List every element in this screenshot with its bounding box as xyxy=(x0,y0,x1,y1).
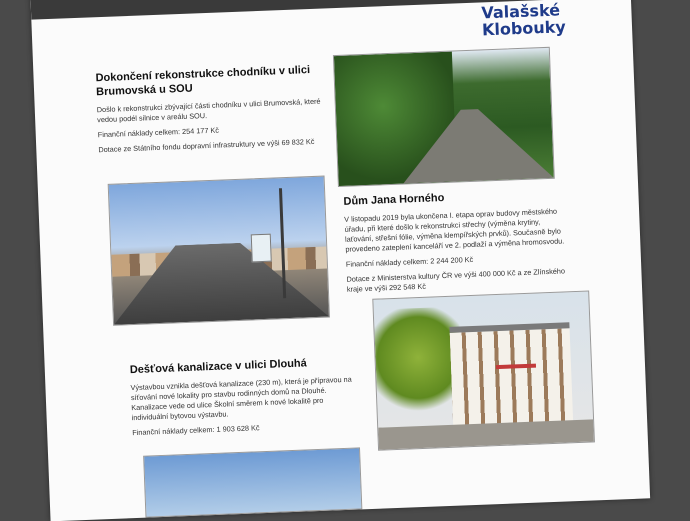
photo-tree xyxy=(374,306,463,419)
article-sidewalk-text: Došlo k rekonstrukci zbývající části chodníku v ulici Brumovská, které vedou podél silnice v areálu SOU. xyxy=(96,96,321,125)
article-house-cost: Finanční náklady celkem: 2 244 200 Kč xyxy=(345,254,474,269)
article-sidewalk-subsidy: Dotace ze Státního fondu dopravní infrastruktury ve výši 69 832 Kč xyxy=(98,136,315,155)
town-logo xyxy=(481,1,566,38)
article-house-subsidy: Dotace z Ministerstva kultury ČR ve výši 400 000 Kč a ze Zlínského kraje ve výši 292 548 Kč xyxy=(346,266,566,294)
article-sewer xyxy=(130,354,361,443)
article-house-text: V listopadu 2019 byla ukončena I. etapa oprav budovy městského úřadu, při které došlo k rekonstrukci střechy (výměna krytiny, laťování, střešní fólie, výměna klempířských prvků). Současně bylo provedeno zateplení kanceláří ve 2. podlaží a výměna hromosvodu. xyxy=(344,206,565,254)
article-house xyxy=(343,186,572,300)
article-sewer-title: Dešťová kanalizace v ulici Dlouhá xyxy=(129,357,308,377)
sewer-photo xyxy=(143,447,362,517)
cyclists-photo xyxy=(333,47,555,187)
article-sidewalk-title: Dokončení rekonstrukce chodníku v ulici Brumovská u SOU xyxy=(95,64,311,99)
logo-line-1: Valašské xyxy=(481,0,561,23)
logo-line-2: Klobouky xyxy=(481,17,567,40)
town-hall-photo xyxy=(372,290,595,450)
photo-ground xyxy=(378,419,594,449)
article-sewer-text: Výstavbou vznikla dešťová kanalizace (230 m), která je přípravou na síťování nové lokality pro stavbu rodinných domů na Dlouhé. Kanalizace vede od ulice Školní směrem k nové lokalitě pro individuální bytovou výstavbu. xyxy=(130,374,352,423)
street-photo xyxy=(108,176,330,326)
article-house-title: Dům Jana Horného xyxy=(343,191,445,208)
photo-billboard xyxy=(251,234,272,263)
article-sidewalk xyxy=(95,63,323,161)
article-sidewalk-cost: Finanční náklady celkem: 254 177 Kč xyxy=(97,125,220,140)
article-sewer-cost: Finanční náklady celkem: 1 903 628 Kč xyxy=(132,423,260,438)
photo-building xyxy=(449,322,573,433)
document-page xyxy=(30,0,650,521)
